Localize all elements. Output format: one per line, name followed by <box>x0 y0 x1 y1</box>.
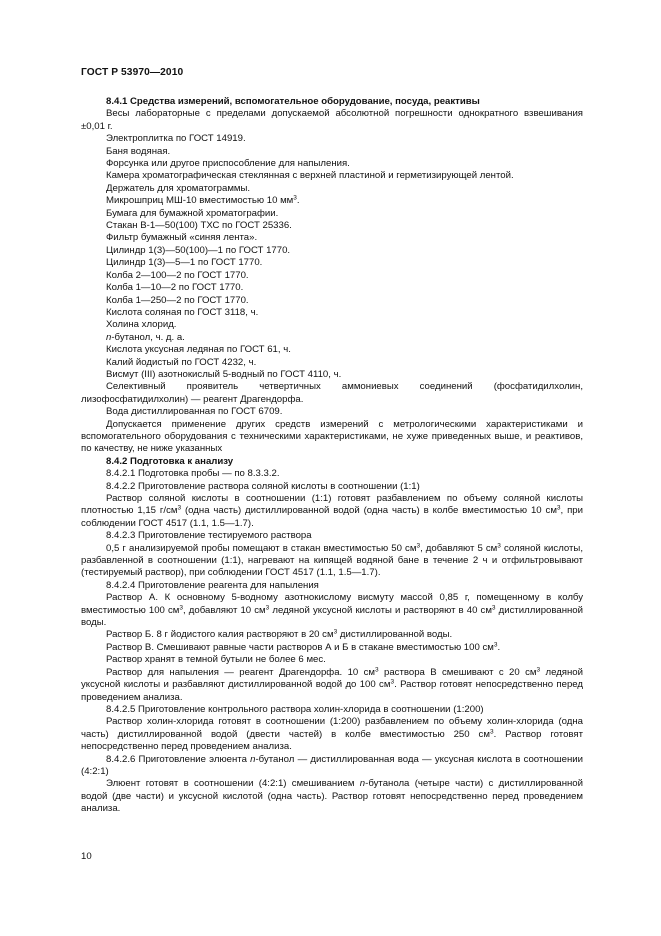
solution-b-text: Раствор Б. 8 г йодистого калия растворяют в 20 $см^3$ дистиллированной воды. <box>106 628 453 641</box>
reagent-ki: Калий йодистый по ГОСТ 4232, ч. <box>106 356 257 368</box>
section-8-4-1-heading: 8.4.1 Средства измерений, вспомогательное оборудование, посуда, реактивы <box>106 96 480 107</box>
page-number: 10 <box>81 851 92 862</box>
eluent-text: Элюент готовят в соотношении (4:2:1) смешиванием n-бутанола (четыре части) с дистиллированной водой (две части) и уксусной кислотой (одна часть). Раствор готовят непосредственно перед проведением анализа. <box>81 778 584 815</box>
equipment-cylinder-5: Цилиндр 1(3)—5—1 по ГОСТ 1770. <box>106 257 263 269</box>
reagent-developer: Селективный проявитель четвертичных аммониевых соединений (фосфатидилхолин, лизофосфатидилхолин) — реагент Драгендорфа. <box>81 381 583 405</box>
equipment-chamber: Камера хроматографическая стеклянная с верхней пластиной и герметизирующей лентой. <box>106 170 514 182</box>
reagent-hcl: Кислота соляная по ГОСТ 3118, ч. <box>106 306 259 318</box>
section-8-4-2-3: 8.4.2.3 Приготовление тестируемого раствора <box>106 530 312 542</box>
section-8-4-2-5: 8.4.2.5 Приготовление контрольного раствора холин-хлорида в соотношении (1:200) <box>106 703 484 715</box>
equipment-substitution-note: Допускается применение других средств измерений с метрологическими характеристиками и вспомогательного оборудования с техническими характеристиками, не хуже приведенных выше, и реактивов, по качеству, не ниже указанных <box>81 418 583 455</box>
solution-v-text: Раствор В. Смешивают равные части растворов А и Б в стакане вместимостью 100 $см^3$. <box>106 641 501 653</box>
equipment-sprayer: Форсунка или другое приспособление для напыления. <box>106 158 350 170</box>
solution-a-text: Раствор А. К основному 5-водному азотнокислому висмуту массой 0,85 г, помещенному в колбу вместимостью 100 $см^3$, добавляют 10 $см^3$ ледяной уксусной кислоты и растворяют в 40 $см^3$ дистиллированной воды. <box>81 592 583 629</box>
equipment-microsyringe: Микрошприц МШ-10 вместимостью 10 $мм^3$. <box>106 194 300 207</box>
choline-control-text: Раствор холин-хлорида готовят в соотношении (1:200) разбавлением по объему холин-хлорида (одна часть) дистиллированной водой (двести частей) в колбе вместимостью 250 $см^3$. Раствор готовят непосредственно перед проведением анализа. <box>81 716 583 753</box>
document-code: ГОСТ Р 53970—2010 <box>81 67 184 78</box>
section-8-4-2-2: 8.4.2.2 Приготовление раствора соляной кислоты в соотношении (1:1) <box>106 480 420 492</box>
reagent-water: Вода дистиллированная по ГОСТ 6709. <box>106 406 283 418</box>
equipment-flask-100: Колба 2—100—2 по ГОСТ 1770. <box>106 269 249 281</box>
equipment-flask-250: Колба 1—250—2 по ГОСТ 1770. <box>106 294 249 306</box>
hcl-solution-text: Раствор соляной кислоты в соотношении (1:1) готовят разбавлением по объему соляной кислоты плотностью 1,15 $г/см^3$ (одна часть) дистиллированной водой (одна часть) в колбе вместимостью 10 $см^3$, при соблюдении ГОСТ 4517 (1.1, 1.5—1.7). <box>81 493 583 529</box>
equipment-beaker: Стакан В-1—50(100) ТХС по ГОСТ 25336. <box>106 220 292 232</box>
storage-note: Раствор хранят в темной бутыли не более 6 мес. <box>106 654 326 666</box>
equipment-holder: Держатель для хроматограммы. <box>106 182 251 194</box>
equipment-paper: Бумага для бумажной хроматографии. <box>106 207 279 219</box>
section-8-4-2-4: 8.4.2.4 Приготовление реагента для напыления <box>106 579 319 591</box>
section-8-4-2-heading: 8.4.2 Подготовка к анализу <box>106 455 234 467</box>
section-8-4-2-6: 8.4.2.6 Приготовление элюента n-бутанол — дистиллированная вода — уксусная кислота в соотношении (4:2:1) <box>81 753 584 777</box>
reagent-butanol: n-бутанол, ч. д. а. <box>106 331 185 343</box>
equipment-cylinder-50: Цилиндр 1(3)—50(100)—1 по ГОСТ 1770. <box>106 244 291 256</box>
spray-reagent-text: Раствор для напыления — реагент Драгендорфа. 10 $см^3$ раствора В смешивают с 20 $см^3$ ледяной уксусной кислоты и разбавляют дистиллированной водой до 100 $см^3$. Раствор готовят непосредственно перед проведением анализа. <box>81 666 583 703</box>
test-solution-text: 0,5 г анализируемой пробы помещают в стакан вместимостью 50 $см^3$, добавляют 5 $см^3$ соляной кислоты, разбавленной в соотношении (1:1), нагревают на кипящей водяной бане в течение 2 ч и отфильтровывают (тестируемый раствор), при соблюдении ГОСТ 4517 (1.1, 1.5—1.7). <box>81 542 583 579</box>
equipment-water-bath: Баня водяная. <box>106 145 171 157</box>
page-body <box>81 96 583 816</box>
equipment-scales: Весы лабораторные с пределами допускаемой абсолютной погрешности однократного взвешивания ±0,01 г. <box>81 108 583 132</box>
section-8-4-2-1: 8.4.2.1 Подготовка пробы — по 8.3.3.2. <box>106 468 280 480</box>
reagent-choline: Холина хлорид. <box>106 319 177 331</box>
equipment-filter: Фильтр бумажный «синяя лента». <box>106 232 258 244</box>
equipment-flask-10: Колба 1—10—2 по ГОСТ 1770. <box>106 282 244 294</box>
reagent-acetic-acid: Кислота уксусная ледяная по ГОСТ 61, ч. <box>106 344 291 356</box>
equipment-hotplate: Электроплитка по ГОСТ 14919. <box>106 133 246 145</box>
reagent-bismuth: Висмут (III) азотнокислый 5-водный по ГОСТ 4110, ч. <box>106 368 342 380</box>
